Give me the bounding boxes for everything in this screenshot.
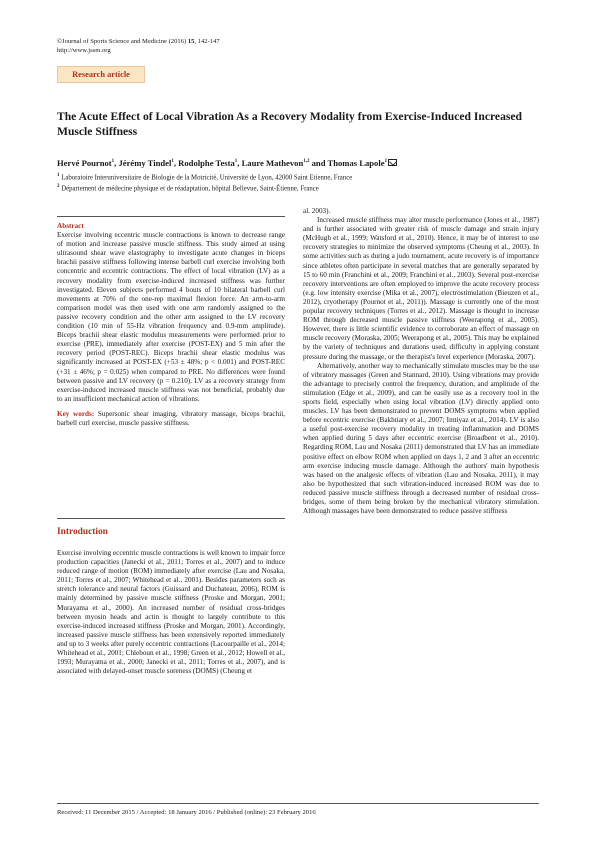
intro-left-column [57,549,285,676]
right-column [303,207,539,516]
author-sep: , [237,158,242,168]
abstract-heading: Abstract [57,222,84,230]
journal-url[interactable]: http://www.jssm.org [57,47,111,54]
author-affil: 1 [171,159,174,165]
section-heading-introduction: Introduction [57,527,108,537]
keywords [57,410,285,428]
affiliation-text: Laboratoire Interuniversitaire de Biologie de la Motricité, Université de Lyon, 42000 Saint Etienne, France [59,174,353,182]
author-list [57,158,547,168]
author: Thomas Lapole [327,158,385,168]
article-title: The Acute Effect of Local Vibration As a Recovery Modality from Exercise-Induced Increased Muscle Stiffness [57,110,522,138]
author-sep: , [114,158,119,168]
affiliation-number: 2 [57,184,60,189]
author: Rodolphe Testa [178,158,235,168]
author-sep: , [173,158,179,168]
journal-citation [57,37,220,55]
body-paragraph: Alternatively, another way to mechanically stimulate muscles may be the use of vibratory massages (Green and Stannard, 2010). Using vibrations may provide the advantage to precisely control the frequency, duration, and amplitude of the stimulation (Edge et al., 2009), and can be easily use as a recovery tool in the sports field, especially when using local vibration (LV) directly applied onto muscles. LV has been demonstrated to prevent DOMS symptoms when applied before eccentric exercise (Bakhtiary et al., 2007; Imtiyaz et al., 2014). LV is also a useful post-exercise recovery modality in treating inflammation and DOMS when applied during 5 days after eccentric exercise (Broadbent et al., 2010). Regarding ROM, Lau and Nosaka (2011) demonstrated that LV has an immediate positive effect on elbow ROM when applied on days 1, 2 and 3 after an eccentric arm exercise inducing muscle damage. Although the authors' main hypothesis was based on the analgesic effects of vibration (Lau and Nosaka, 2011), it may also be hypothesized that such vibration-induced increased ROM was due to reduced passive muscle stiffness through a decreased number of residual cross-bridges, some of them being broken by the mechanical vibratory stimulation. Although massages have been demonstrated to reduce passive stiffness [303,361,539,516]
author: Jérémy Tindel [118,158,172,168]
abstract-block [57,222,285,428]
author-sep: and [309,158,328,168]
keywords-text: Supersonic shear imaging, vibratory massage, biceps brachii, barbell curl exercise, muscle passive stiffness. [57,409,285,427]
journal-volume: 15 [187,38,195,45]
affiliation [57,182,547,193]
intro-paragraph: Exercise involving eccentric muscle contractions is well known to impair force production capacities (Janecki et al., 2011; Torres et al., 2007) and to induce reduced range of motion (ROM) immediately after exercise (Lau and Nosaka, 2011; Torres et al., 2007; Whitehead et al., 2001). Besides parameters such as stretch tolerance and neural factors (Guissard and Duchateau, 2006), ROM is mainly determined by passive muscle stiffness (Proske and Morgan, 2001; Murayama et al., 2000). An increased number of residual cross-bridges between myosin heads and actin is thought to largely contribute to this exercise-induced increased stiffness (Proske and Morgan, 2001). Accordingly, increased passive muscle stiffness has been extensively reported immediately and up to 3 weeks after purely eccentric contractions (Lacourpaille et al., 2014; Whitehead et al., 2001; Chleboun et al., 1998; Green et al., 2012; Howell et al., 1993; Murayama et al., 2000; Janecki et al., 2011; Torres et al., 2007), and is associated with delayed-onset muscle soreness (DOMS) (Cheung et [57,549,285,676]
journal-pages: , 142-147 [194,38,220,45]
received-dates: Received: 11 December 2015 / Accepted: 18 January 2016 / Published (online): 23 February 2016 [57,809,316,816]
author-affil: 1,2 [303,159,310,165]
abstract-bottom-rule [57,518,285,519]
journal-name: ©Journal of Sports Science and Medicine (2016) [57,38,188,45]
abstract-text: Exercise involving eccentric muscle contractions is known to decrease range of motion and increase passive muscle stiffness. This study aimed at using ultrasound shear wave elastography to investigate acute changes in biceps brachii passive stiffness following intense barbell curl exercise involving both concentric and eccentric contractions. The effect of local vibration (LV) as a recovery modality from exercise-induced increased stiffness was further investigated. Eleven subjects performed 4 bouts of 10 bilateral barbell curl movements at 70% of the one-rep maximal flexion force. An arm-to-arm comparison model was then used with one arm randomly assigned to the passive recovery condition and the other arm assigned to the LV recovery condition (10 min of 55-Hz vibration frequency and 0.9-mm amplitude). Biceps brachii shear elastic modulus measurements were performed prior to exercise (PRE), immediately after exercise (POST-EX) and 5 min after the recovery period (POST-REC). Biceps brachii shear elastic modulus was significantly increased at POST-EX (+53 ± 48%; p < 0.001) and POST-REC (+31 ± 46%; p = 0.025) when compared to PRE. No differences were found between passive and LV recovery (p = 0.210). LV as a recovery strategy from exercise-induced increased muscle stiffness was not beneficial, probably due to an insufficient mechanical action of vibrations. [57,231,285,403]
right-column-continuation: al. 2003). [303,207,331,215]
author-affil: 1 [234,159,238,165]
author-affil: 1 [384,159,388,165]
affiliation-number: 1 [57,173,60,178]
article-type-badge: Research article [57,66,145,83]
abstract-top-rule [57,216,285,217]
envelope-icon[interactable] [388,159,397,166]
footer-rule [57,803,539,804]
body-paragraph: Increased muscle stiffness may alter muscle performance (Jones et al., 1987) and is further associated with greater risk of muscle damage and strain injury (McHugh et al., 1999; Watsford et al., 2010). Hence, it may be of interest to use recovery strategies to minimize the observed symptoms (Cheung et al., 2003). In some activities such as during a judo tournament, acute recovery is of importance since athletes often participate in several matches that are generally separated by 15 to 60 min (Franchini et al., 2009; Franchini et al., 2003). Several post-exercise recovery interventions are often employed to improve the acute recovery process (e.g. low intensity exercise (Mika et al., 2007), electrostimulation (Bieuzen et al., 2012), cryotherapy (Pournot et al., 2011)). Massage is currently one of the most popular recovery techniques (Torres et al., 2012). Massage is thought to increase ROM through decreased muscle passive stiffness (Weerapong et al., 2005). However, there is little scientific evidence to corroborate an effect of massage on muscle recovery (Moraska, 2005; Weerapong et al., 2005). This may be explained by the variety of techniques and durations used, difficulty in applying constant pressure during the massage, or the therapist's level experience (Moraska, 2007). [303,216,539,361]
affiliation [57,171,547,182]
author-affil: 1 [111,159,115,165]
author: Hervé Pournot [57,158,112,168]
affiliation-text: Département de médecine physique et de réadaptation, hôpital Bellevue, Saint-Étienne, France [59,185,319,193]
author: Laure Mathevon [241,158,304,168]
keywords-label: Key words: [57,409,95,418]
